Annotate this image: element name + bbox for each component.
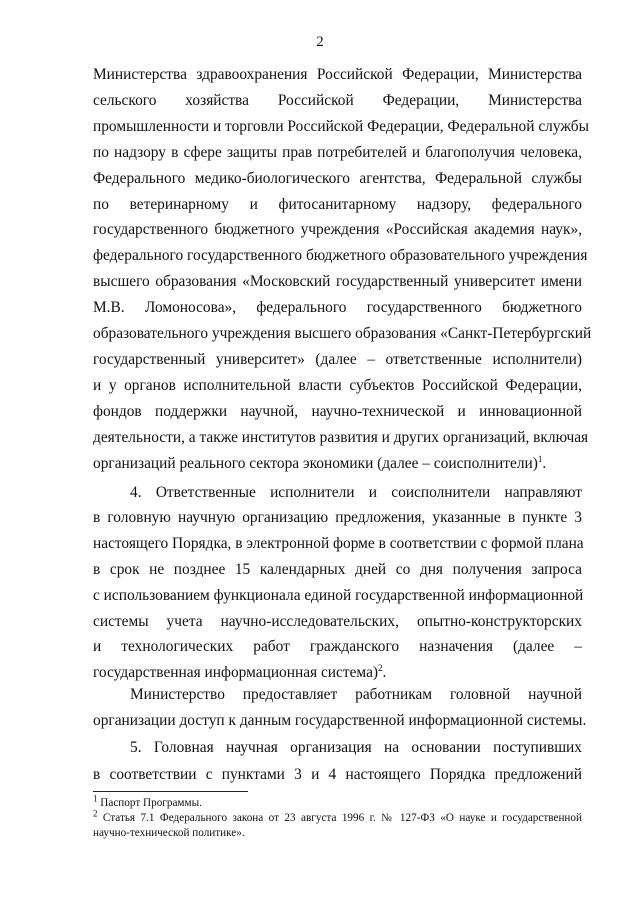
- text-line: [93, 664, 582, 682]
- footnote-text: Паспорт Программы.: [100, 797, 202, 809]
- text-line: М.В. Ломоносова», федерального государственного бюджетного: [93, 299, 582, 316]
- text-line: 5. Головная научная организация на основании поступивших: [130, 739, 582, 756]
- footnote-ref: 1: [537, 453, 543, 464]
- text-line: высшего образования «Московский государственный университет имени: [93, 273, 582, 290]
- text-line: промышленности и торговли Российской Федерации, Федеральной службы: [93, 118, 589, 135]
- footnote-mark: 1: [93, 793, 98, 804]
- text-line: настоящего Порядка, в электронной форме в соответствии с формой плана: [93, 535, 584, 552]
- footnote-2-cont: научно-технической политике».: [93, 827, 245, 839]
- text-line: с использованием функционала единой государственной информационной: [93, 587, 584, 604]
- text-line: Министерства здравоохранения Российской Федерации, Министерства: [93, 66, 582, 83]
- text-line: в срок не позднее 15 календарных дней со дня получения запроса: [93, 561, 582, 578]
- line-text: организаций реального сектора экономики (далее – соисполнители): [93, 455, 538, 472]
- footnote-text: Статья 7.1 Федерального закона от 23 августа 1996 г. № 127-ФЗ «О науке и государственной: [102, 812, 582, 824]
- footnote-1: [93, 793, 582, 810]
- footnote-2: [93, 808, 582, 825]
- footnote-ref: 2: [378, 662, 383, 673]
- line-text: государственная информационная система): [93, 664, 379, 681]
- footnote-separator: [93, 791, 248, 792]
- text-line: государственного бюджетного учреждения «Российская академия наук»,: [93, 221, 582, 238]
- text-line: деятельности, а также институтов развития и других организаций, включая: [93, 429, 589, 446]
- text-line: в соответствии с пунктами 3 и 4 настоящего Порядка предложений: [93, 766, 582, 783]
- text-line: 4. Ответственные исполнители и соисполнители направляют: [130, 484, 582, 501]
- text-line: Федерального медико-биологического агентства, Федеральной службы: [93, 170, 582, 187]
- text-line: и у органов исполнительной власти субъектов Российской Федерации,: [93, 377, 582, 394]
- text-line: по надзору в сфере защиты прав потребителей и благополучия человека,: [93, 144, 582, 161]
- text-line: в головную научную организацию предложения, указанные в пункте 3: [93, 509, 582, 526]
- period: .: [542, 455, 547, 472]
- text-line: и технологических работ гражданского назначения (далее –: [93, 638, 582, 655]
- text-line: системы учета научно-исследовательских, опытно-конструкторских: [93, 613, 582, 630]
- text-line: Министерство предоставляет работникам головной научной: [130, 686, 582, 703]
- page-number: 2: [316, 34, 324, 50]
- text-line: организации доступ к данным государственной информационной системы.: [93, 712, 587, 729]
- text-line: фондов поддержки научной, научно-технической и инновационной: [93, 403, 582, 420]
- text-line: [93, 455, 582, 473]
- text-line: государственный университет» (далее – ответственные исполнители): [93, 351, 582, 368]
- text-line: по ветеринарному и фитосанитарному надзору, федерального: [93, 196, 582, 213]
- text-line: федерального государственного бюджетного образовательного учреждения: [93, 247, 588, 264]
- period: .: [382, 664, 387, 681]
- text-line: образовательного учреждения высшего образования «Санкт-Петербургский: [93, 325, 592, 342]
- footnote-mark: 2: [93, 808, 98, 819]
- text-line: сельского хозяйства Российской Федерации, Министерства: [93, 92, 582, 109]
